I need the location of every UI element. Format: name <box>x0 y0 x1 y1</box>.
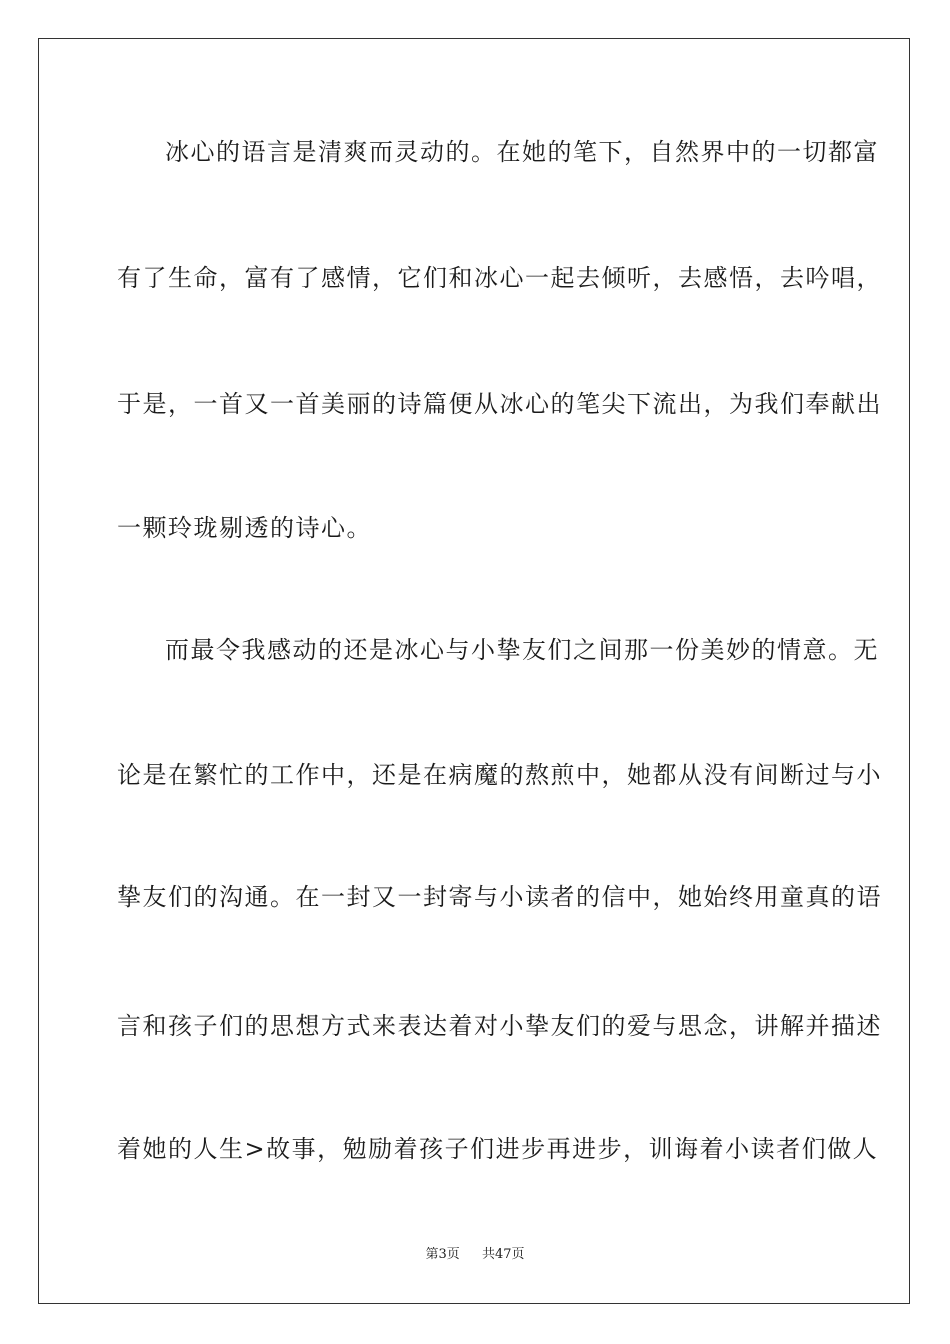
text-line: 着她的人生>故事，勉励着孩子们进步再进步，训诲着小读者们做人 <box>117 1135 879 1163</box>
text-line: 有了生命，富有了感情，它们和冰心一起去倾听，去感悟，去吟唱， <box>117 264 882 292</box>
text-line: 而最令我感动的还是冰心与小挚友们之间那一份美妙的情意。无 <box>165 636 879 664</box>
text-line: 言和孩子们的思想方式来表达着对小挚友们的爱与思念，讲解并描述 <box>117 1012 882 1040</box>
total-pages: 共47页 <box>481 1247 525 1262</box>
page-footer <box>0 1246 950 1264</box>
text-line: 一颗玲珑剔透的诗心。 <box>117 514 372 542</box>
text-line: 冰心的语言是清爽而灵动的。在她的笔下，自然界中的一切都富 <box>165 138 879 166</box>
text-line: 于是，一首又一首美丽的诗篇便从冰心的笔尖下流出，为我们奉献出 <box>117 390 882 418</box>
page-border <box>38 38 910 1304</box>
page-number: 第3页 <box>425 1247 460 1262</box>
text-line: 挚友们的沟通。在一封又一封寄与小读者的信中，她始终用童真的语 <box>117 883 882 911</box>
text-line: 论是在繁忙的工作中，还是在病魔的熬煎中，她都从没有间断过与小 <box>117 761 882 789</box>
